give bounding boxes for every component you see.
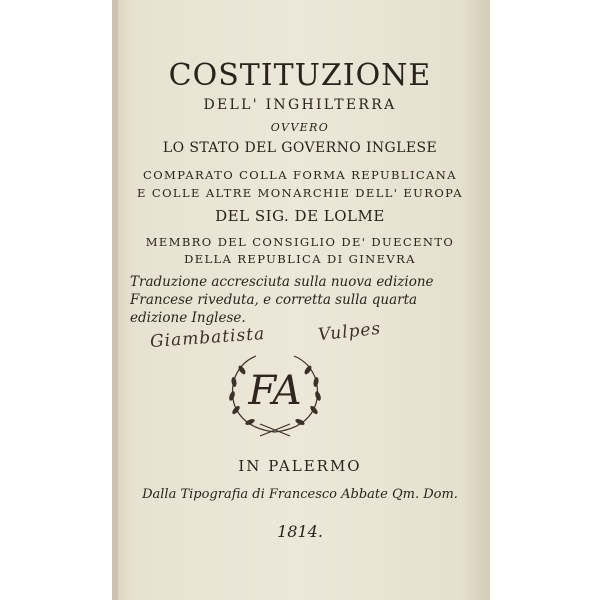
subtitle-line-1: DELL' INGHILTERRA — [203, 97, 397, 113]
affiliation-line-1: MEMBRO DEL CONSIGLIO DE' DUECENTO — [145, 235, 455, 249]
affiliation-line-2: DELLA REPUBLICA DI GINEVRA — [184, 252, 416, 266]
subtitle-line-2: OVVERO — [270, 121, 330, 134]
imprint-place: IN PALERMO — [238, 457, 362, 475]
author-line: DEL SIG. DE LOLME — [215, 207, 385, 225]
imprint-printer: Dalla Tipografia di Francesco Abbate Qm. Dom. — [142, 487, 458, 502]
translation-line-1: Traduzione accresciuta sulla nuova edizione — [130, 274, 434, 290]
monogram-wreath-emblem — [220, 350, 330, 440]
subtitle-line-4: COMPARATO COLLA FORMA REPUBLICANA — [143, 168, 457, 182]
subtitle-line-3: LO STATO DEL GOVERNO INGLESE — [162, 140, 438, 156]
handwritten-signature-last: Vulpes — [317, 318, 383, 346]
book-title: COSTITUZIONE — [168, 58, 432, 93]
subtitle-line-5: E COLLE ALTRE MONARCHIE DELL' EUROPA — [137, 186, 463, 200]
handwritten-signature-first: Giambatista — [149, 324, 266, 352]
translation-line-3: edizione Inglese. — [130, 310, 246, 326]
monogram-letters: FA — [248, 368, 302, 414]
imprint-year: 1814. — [277, 522, 323, 541]
translation-line-2: Francese riveduta, e corretta sulla quarta — [130, 292, 418, 308]
